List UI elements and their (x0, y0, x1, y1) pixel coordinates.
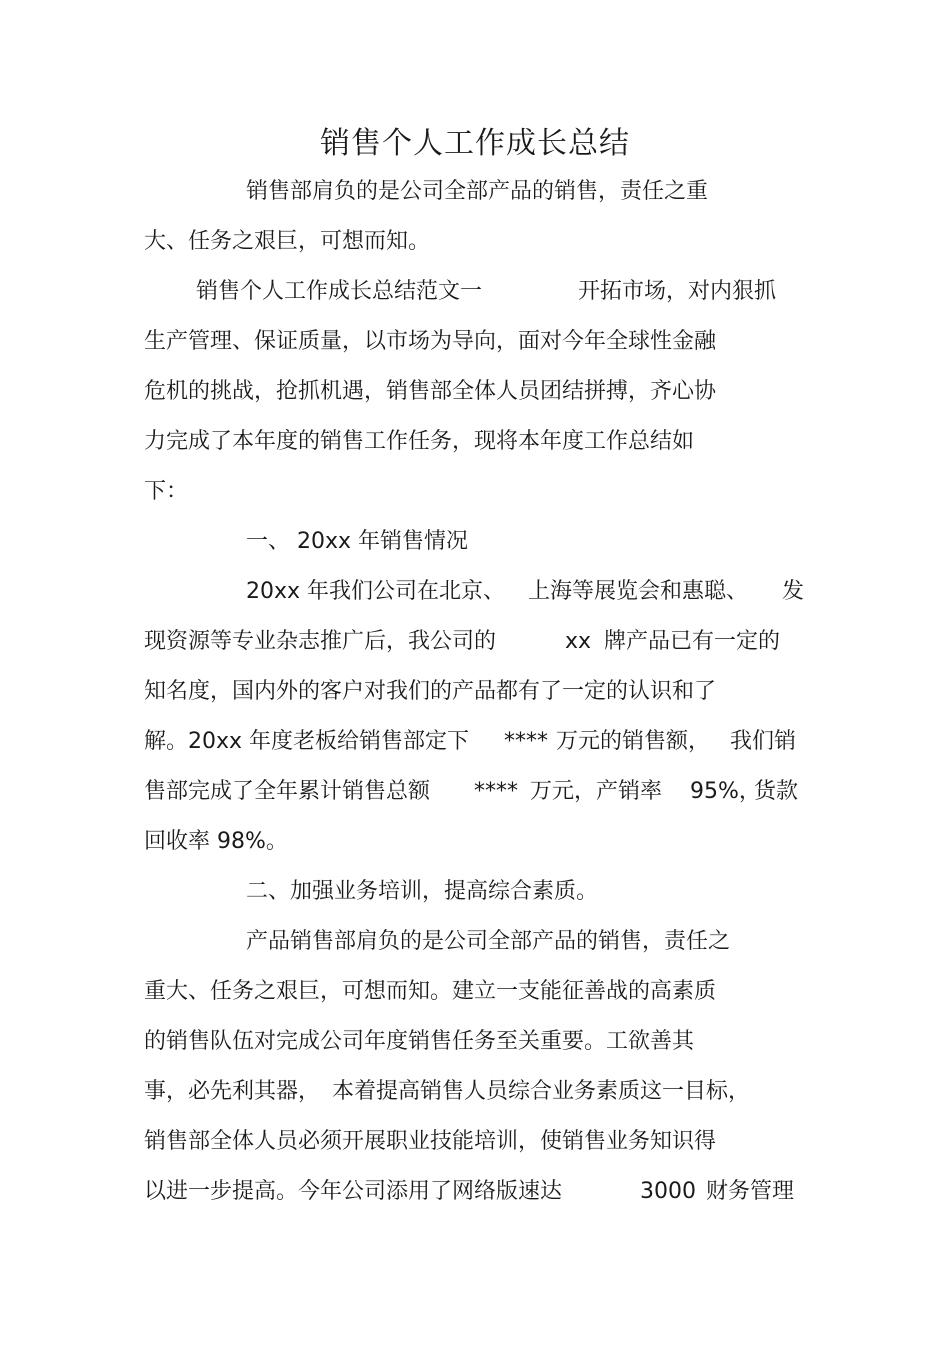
text-line: 以进一步提高。今年公司添用了网络版速达 (144, 1179, 563, 1204)
text-line: 万元的销售额， (556, 729, 711, 754)
text-line: 重大、任务之艰巨，可想而知。建立一支能征善战的高素质 (144, 979, 717, 1004)
text-line: 产品销售部肩负的是公司全部产品的销售，责任之 (246, 929, 731, 954)
text-line: 万元，产销率 (530, 779, 663, 804)
text-line: 危机的挑战，抢抓机遇，销售部全体人员团结拼搏，齐心协 (144, 379, 717, 404)
text-line: **** (474, 779, 518, 804)
text-line: 解。20xx 年度老板给销售部定下 (144, 729, 470, 754)
text-line: 财务管理 (706, 1179, 795, 1204)
text-line: 3000 (640, 1179, 696, 1204)
text-line: 发 (782, 579, 805, 604)
text-line: 我们销 (730, 729, 797, 754)
text-line: 20xx 年我们公司在北京、 (246, 579, 506, 604)
text-line: 95%， (690, 779, 761, 804)
text-line: 销售个人工作成长总结范文一 (196, 279, 483, 304)
document-title: 销售个人工作成长总结 (320, 126, 630, 161)
text-line: 力完成了本年度的销售工作任务，现将本年度工作总结如 (144, 429, 695, 454)
text-line: 销售部全体人员必须开展职业技能培训，使销售业务知识得 (144, 1129, 717, 1154)
text-line: **** (504, 729, 548, 754)
text-line: 货款 (754, 779, 799, 804)
text-line: 牌产品已有一定的 (604, 629, 781, 654)
text-line: 售部完成了全年累计销售总额 (144, 779, 431, 804)
text-line: 的销售队伍对完成公司年度销售任务至关重要。工欲善其 (144, 1029, 695, 1054)
text-line: 大、任务之艰巨，可想而知。 (144, 229, 431, 254)
text-line: xx (565, 629, 592, 654)
text-line: 生产管理、保证质量，以市场为导向，面对今年全球性金融 (144, 329, 717, 354)
text-line: 开拓市场，对内狠抓 (578, 279, 777, 304)
text-line: 上海等展览会和惠聪、 (528, 579, 749, 604)
text-line: 本着提高销售人员综合业务素质这一目标， (332, 1079, 751, 1104)
text-line: 下： (144, 479, 189, 504)
section-heading: 一、 20xx 年销售情况 (246, 529, 469, 554)
text-line: 事，必先利其器， (144, 1079, 321, 1104)
text-line: 现资源等专业杂志推广后，我公司的 (144, 629, 497, 654)
text-line: 回收率 98%。 (144, 829, 288, 854)
text-line: 知名度，国内外的客户对我们的产品都有了一定的认识和了 (144, 679, 717, 704)
text-line: 销售部肩负的是公司全部产品的销售，责任之重 (246, 179, 709, 204)
section-heading: 二、加强业务培训，提高综合素质。 (246, 879, 599, 904)
